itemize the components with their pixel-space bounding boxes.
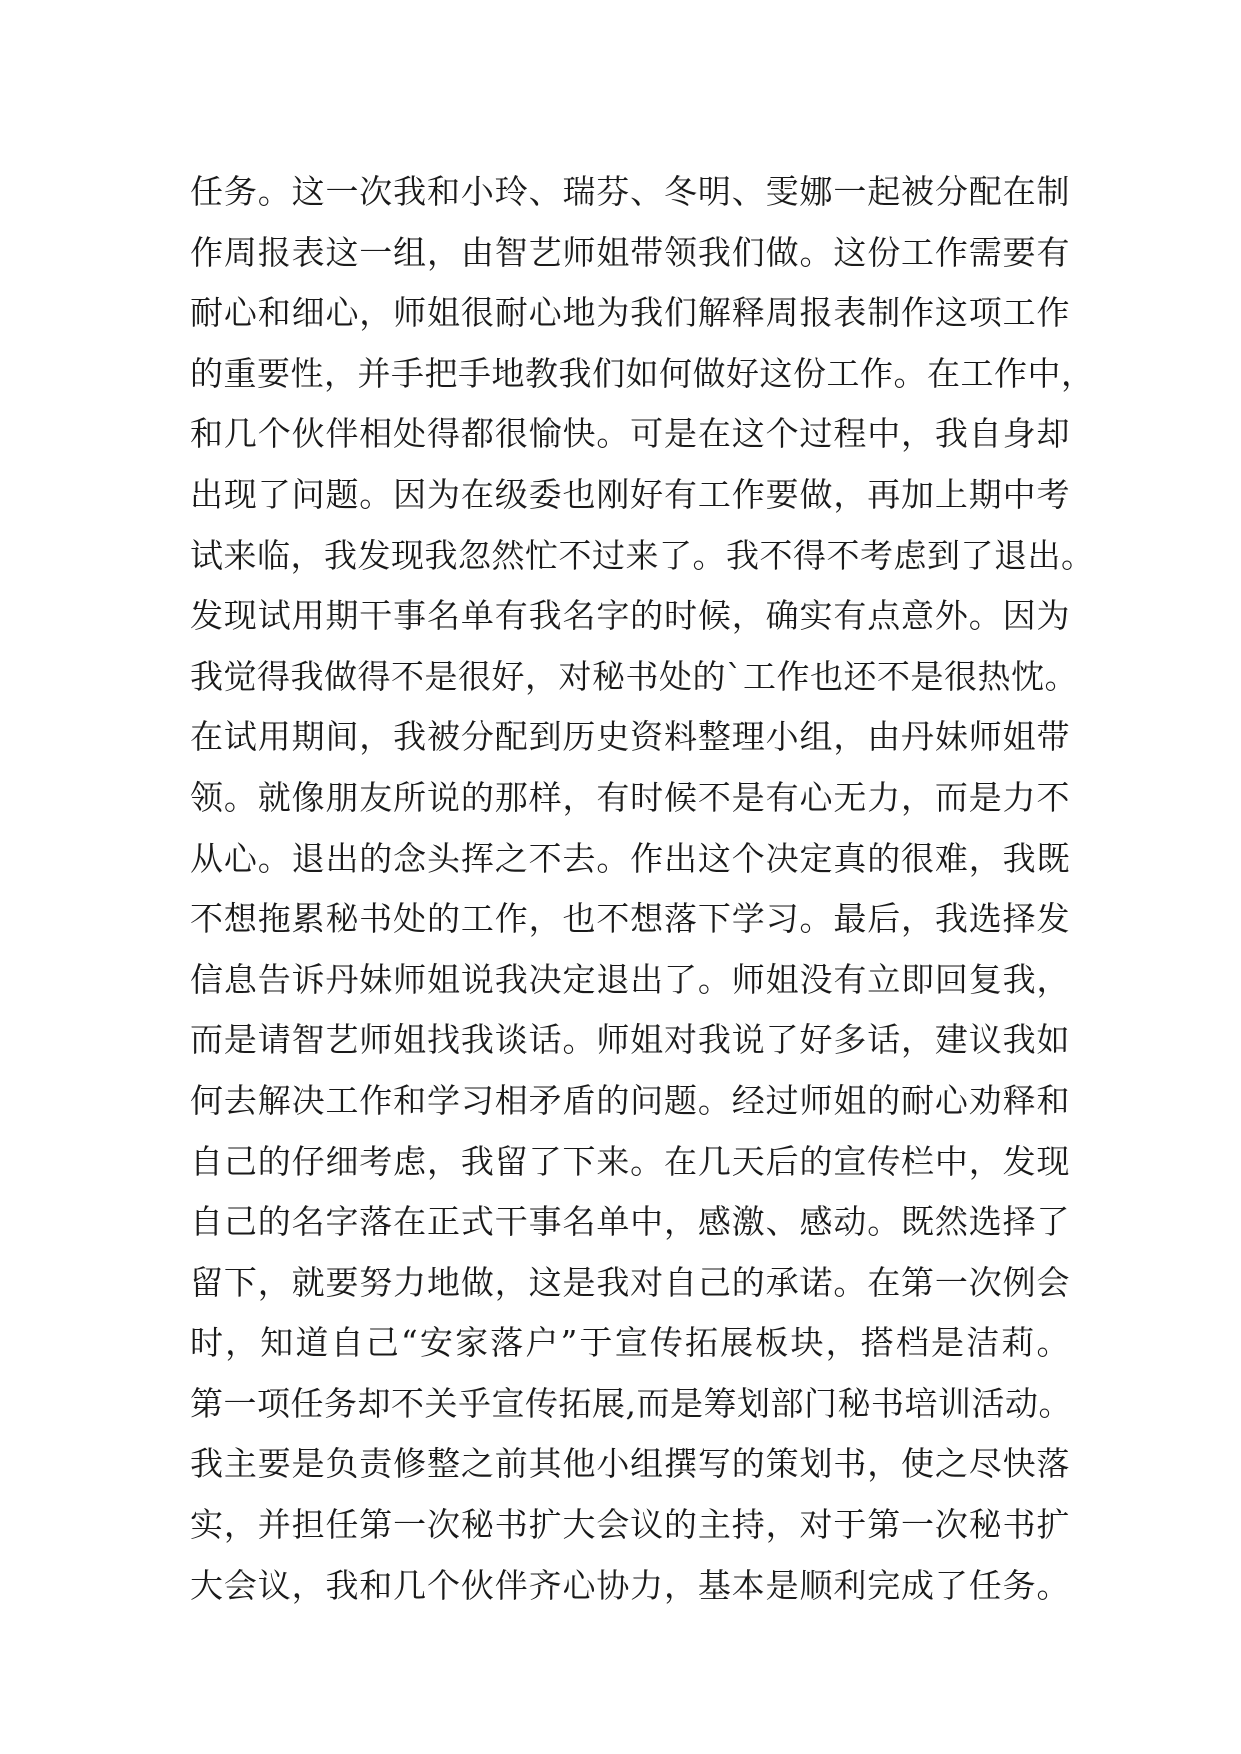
text-line: 大会议，我和几个伙伴齐心协力，基本是顺利完成了任务。 [190,1565,1070,1605]
text-line: 作周报表这一组，由智艺师姐带领我们做。这份工作需要有 [190,232,1070,272]
text-line: 留下，就要努力地做，这是我对自己的承诺。在第一次例会 [190,1262,1070,1302]
text-line: 耐心和细心，师姐很耐心地为我们解释周报表制作这项工作 [190,293,1070,333]
text-line: 第一项任务却不关乎宣传拓展,而是筹划部门秘书培训活动。 [190,1383,1072,1423]
text-line: 和几个伙伴相处得都很愉快。可是在这个过程中，我自身却 [190,414,1070,454]
text-line: 不想拖累秘书处的工作，也不想落下学习。最后，我选择发 [190,899,1070,939]
text-line: 何去解决工作和学习相矛盾的问题。经过师姐的耐心劝释和 [190,1080,1070,1120]
text-line: 自己的名字落在正式干事名单中，感激、感动。既然选择了 [190,1202,1070,1242]
text-line: 我主要是负责修整之前其他小组撰写的策划书，使之尽快落 [190,1444,1070,1484]
text-line: 从心。退出的念头挥之不去。作出这个决定真的很难，我既 [190,838,1070,878]
text-line: 在试用期间，我被分配到历史资料整理小组，由丹妹师姐带 [190,717,1070,757]
text-line: 我觉得我做得不是很好，对秘书处的`工作也还不是很热忱。 [190,656,1078,696]
text-line: 自己的仔细考虑，我留了下来。在几天后的宣传栏中，发现 [190,1141,1070,1181]
text-line: 实，并担任第一次秘书扩大会议的主持，对于第一次秘书扩 [190,1505,1070,1545]
text-line: 任务。这一次我和小玲、瑞芬、冬明、雯娜一起被分配在制 [190,172,1070,211]
body-text [190,162,1095,1616]
text-line: 的重要性，并手把手地教我们如何做好这份工作。在工作中， [190,353,1095,393]
text-line: 信息告诉丹妹师姐说我决定退出了。师姐没有立即回复我， [190,959,1070,999]
text-line: 出现了问题。因为在级委也刚好有工作要做，再加上期中考 [190,474,1070,514]
text-line: 发现试用期干事名单有我名字的时候，确实有点意外。因为 [190,596,1070,636]
text-line: 时，知道自己“安家落户”于宣传拓展板块，搭档是洁莉。 [190,1323,1070,1363]
text-line: 而是请智艺师姐找我谈话。师姐对我说了好多话，建议我如 [190,1020,1070,1060]
text-line: 试来临，我发现我忽然忙不过来了。我不得不考虑到了退出。 [190,535,1095,575]
text-line: 领。就像朋友所说的那样，有时候不是有心无力，而是力不 [190,777,1070,817]
